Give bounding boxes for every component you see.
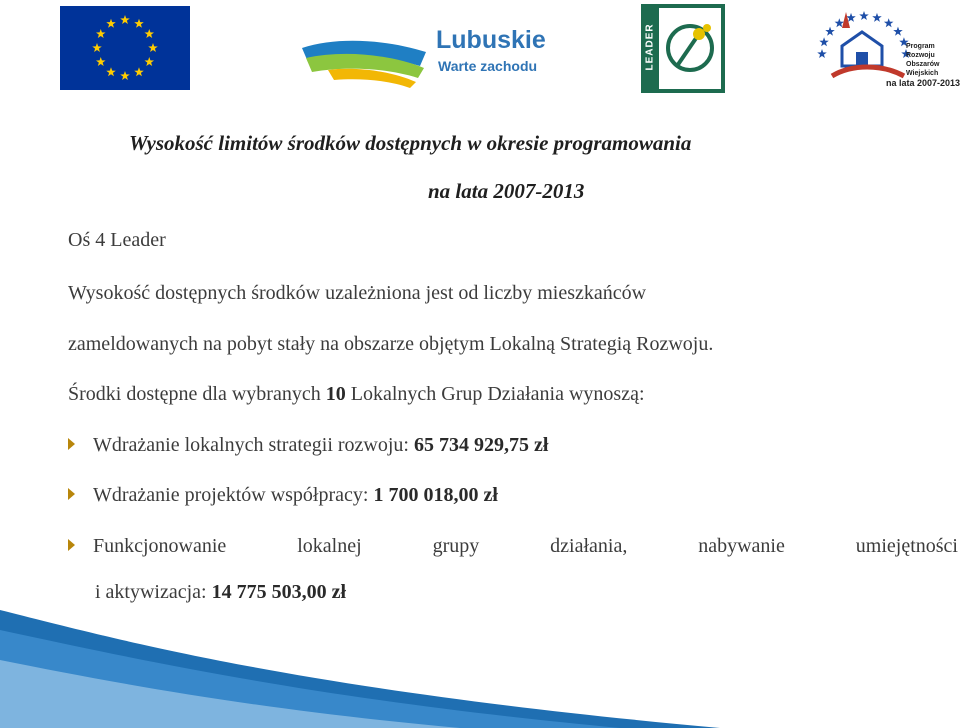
bullet-2-label: Wdrażanie projektów współpracy: xyxy=(93,484,374,506)
bullet-3-word-4: działania, xyxy=(550,535,628,557)
prow-star-icon xyxy=(893,27,903,36)
bullet-icon xyxy=(68,438,75,450)
bullet-3-cont-label: i aktywizacja: xyxy=(95,581,212,603)
paragraph-1-line-2: zameldowanych na pobyt stały na obszarze objętym Lokalną Strategią Rozwoju. xyxy=(68,333,714,355)
leader-text: LEADER xyxy=(644,23,656,71)
bullet-item-2 xyxy=(68,484,498,507)
prow-star-icon xyxy=(817,49,827,58)
bullet-item-3 xyxy=(68,535,958,558)
lgd-count: 10 xyxy=(325,383,346,405)
bullet-3-words xyxy=(93,535,958,558)
prow-line-2: Rozwoju xyxy=(906,52,935,59)
paragraph-1-line-1: Wysokość dostępnych środków uzależniona jest od liczby mieszkańców xyxy=(68,282,647,304)
prow-star-icon xyxy=(872,13,882,22)
bullet-3-word-6: umiejętności xyxy=(855,535,958,557)
paragraph-2 xyxy=(68,383,645,406)
lubuskie-name: Lubuskie xyxy=(436,26,546,54)
bullet-3-word-3: grupy xyxy=(432,535,480,557)
prow-years: na lata 2007-2013 xyxy=(886,78,960,88)
bullet-1-value: 65 734 929,75 zł xyxy=(414,434,549,456)
lubuskie-logo xyxy=(298,18,548,90)
bullet-3-value: 14 775 503,00 zł xyxy=(211,581,347,603)
axis-label: Oś 4 Leader xyxy=(68,229,166,251)
prow-logo xyxy=(812,6,960,92)
bullet-3-word-1: Funkcjonowanie xyxy=(93,535,227,557)
bullet-3-word-2: lokalnej xyxy=(297,535,362,557)
bullet-icon xyxy=(68,488,75,500)
prow-star-icon xyxy=(819,37,829,46)
leader-logo xyxy=(641,4,725,93)
decorative-wave xyxy=(0,600,960,728)
prow-line-4: Wiejskich xyxy=(906,70,939,77)
prow-text xyxy=(906,42,939,78)
heading-line-2: na lata 2007-2013 xyxy=(428,179,585,203)
lubuskie-tagline: Warte zachodu xyxy=(438,58,538,74)
prow-star-icon xyxy=(884,18,894,27)
prow-line-1: Program xyxy=(906,43,935,50)
paragraph-2-prefix: Środki dostępne dla wybranych xyxy=(68,383,326,405)
eu-flag-logo xyxy=(60,6,190,90)
bullet-3-word-5: nabywanie xyxy=(698,535,785,557)
prow-line-3: Obszarów xyxy=(906,61,940,68)
prow-star-icon xyxy=(825,27,835,36)
heading-line-1: Wysokość limitów środków dostępnych w okresie programowania xyxy=(129,131,692,155)
bullet-icon xyxy=(68,539,75,551)
bullet-2-value: 1 700 018,00 zł xyxy=(373,484,498,506)
paragraph-2-suffix: Lokalnych Grup Działania wynoszą: xyxy=(345,383,645,405)
prow-star-icon xyxy=(859,11,869,20)
bullet-item-1 xyxy=(68,434,548,457)
bullet-1-label: Wdrażanie lokalnych strategii rozwoju: xyxy=(93,434,414,456)
